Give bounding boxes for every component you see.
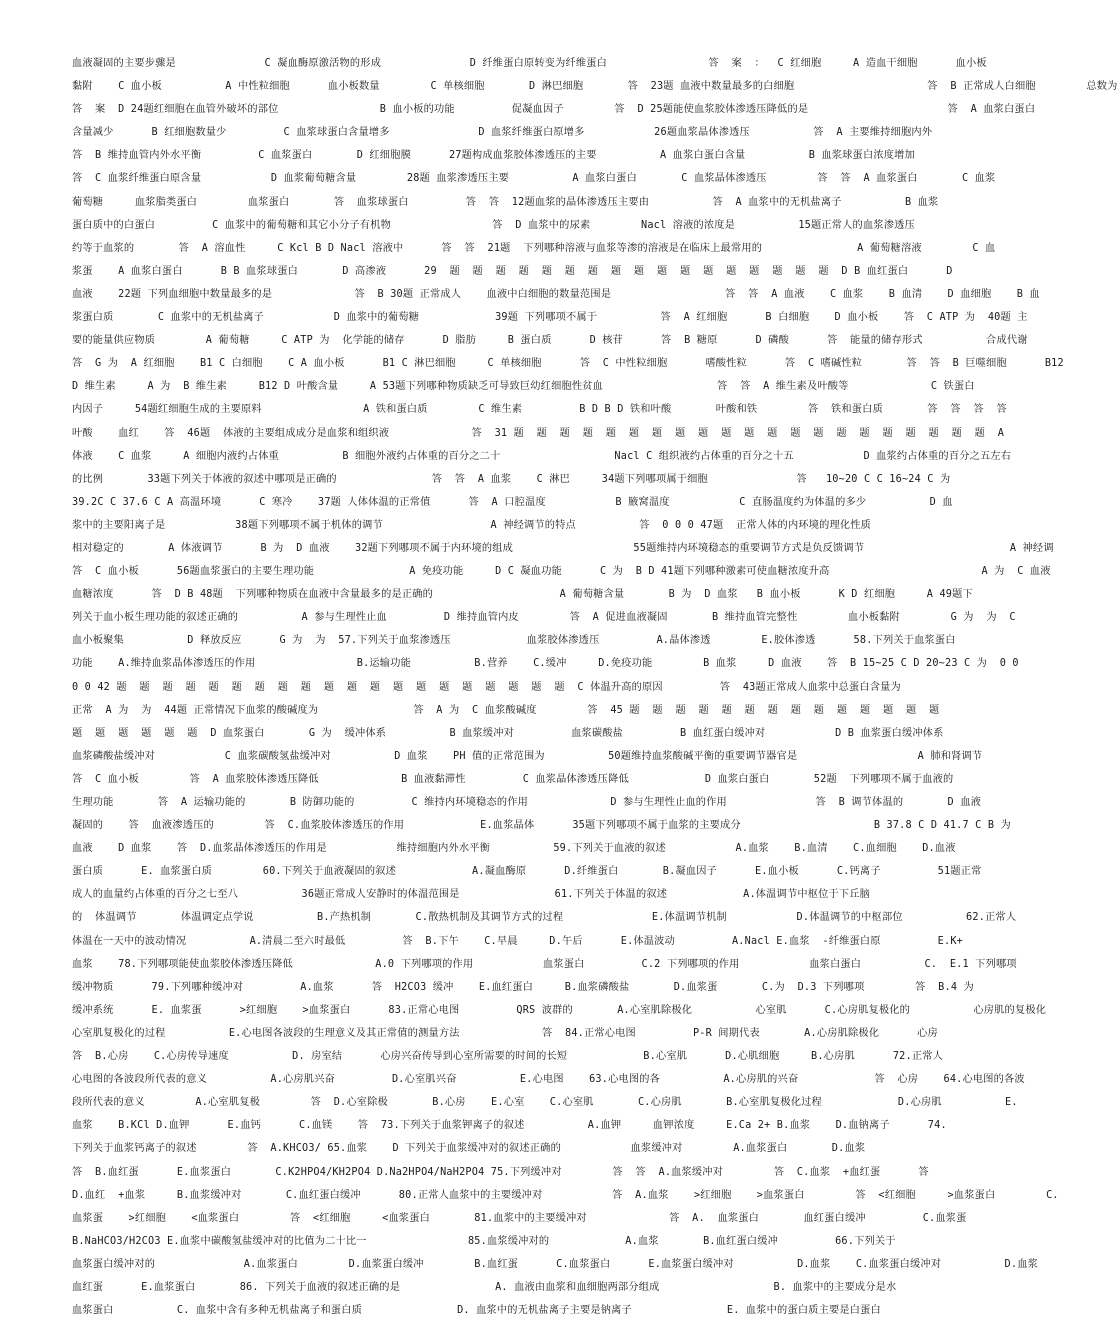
text-line: 要的能量供应物质 A 葡萄糖 C ATP 为 化学能的储存 D 脂肪 B 蛋白质 D 核苷 答 B 糖原 D 磷酸 答 能量的储存形式 合成代谢 [72, 335, 1028, 347]
text-line: 血糖浓度 答 D B 48题 下列哪种物质在血液中含量最多的是正确的 A 葡萄糖含量 B 为 D 血浆 B 血小板 K D 红细胞 A 49题下 [72, 589, 973, 601]
text-line: 答 B 维持血管内外水平衡 C 血浆蛋白 D 红细胞膜 27题构成血浆胶体渗透压的主要 A 血浆白蛋白含量 B 血浆球蛋白浓度增加 [72, 150, 915, 162]
document-page [72, 52, 1118, 1322]
text-line: 血小板聚集 D 释放反应 G 为 为 57.下列关于血浆渗透压 血浆胶体渗透压 A.晶体渗透 E.胶体渗透 58.下列关于血浆蛋白 [72, 635, 956, 647]
text-line: 含量减少 B 红细胞数量少 C 血浆球蛋白含量增多 D 血浆纤维蛋白原增多 26题血浆晶体渗透压 答 A 主要维持细胞内外 [72, 127, 933, 139]
text-line: 功能 A.维持血浆晶体渗透压的作用 B.运输功能 B.营养 C.缓冲 D.免疫功能 B 血浆 D 血液 答 B 15~25 C D 20~23 C 为 0 0 [72, 658, 1019, 670]
text-line: 答 B.心房 C.心房传导速度 D. 房室结 心房兴奋传导到心室所需要的时间的长短 B.心室肌 D.心肌细胞 B.心房肌 72.正常人 [72, 1051, 943, 1063]
text-line: 葡萄糖 血浆脂类蛋白 血浆蛋白 答 血浆球蛋白 答 答 12题血浆的晶体渗透压主要由 答 A 血浆中的无机盐离子 B 血浆 [72, 196, 939, 208]
text-line: 蛋白质中的白蛋白 C 血浆中的葡萄糖和其它小分子有机物 答 D 血浆中的尿素 Nacl 溶液的浓度是 15题正常人的血浆渗透压 [72, 219, 915, 231]
text-line: 答 B.血红蛋 E.血浆蛋白 C.K2HPO4/KH2PO4 D.Na2HPO4/NaH2PO4 75.下列缓冲对 答 答 A.血浆缓冲对 答 C.血浆 +血红蛋 答 [72, 1166, 929, 1178]
text-line: D.血红 +血浆 B.血浆缓冲对 C.血红蛋白缓冲 80.正常人血浆中的主要缓冲对 答 A.血浆 >红细胞 >血浆蛋白 答 <红细胞 >血浆蛋白 C. [72, 1189, 1059, 1201]
text-line: 蛋白质 E. 血浆蛋白质 60.下列关于血液凝固的叙述 A.凝血酶原 D.纤维蛋白 B.凝血因子 E.血小板 C.钙离子 51题正常 [72, 866, 982, 878]
text-line: 答 C 血小板 56题血浆蛋白的主要生理功能 A 免疫功能 D C 凝血功能 C 为 B D 41题下列哪种激素可使血糖浓度升高 A 为 C 血液 [72, 566, 1051, 578]
text-line: 黏附 C 血小板 A 中性粒细胞 血小板数量 C 单核细胞 D 淋巴细胞 答 23题 血液中数量最多的白细胞 答 B 正常成人白细胞 总数为 [72, 81, 1118, 93]
text-line: 列关于血小板生理功能的叙述正确的 A 参与生理性止血 D 维持血管内皮 答 A 促进血液凝固 B 维持血管完整性 血小板黏附 G 为 为 C [72, 612, 1016, 624]
text-line: 下列关于血浆钙离子的叙述 答 A.KHCO3/ 65.血浆 D 下列关于血浆缓冲对的叙述正确的 血浆缓冲对 A.血浆蛋白 D.血浆 [72, 1143, 866, 1155]
text-line: 血液 22题 下列血细胞中数量最多的是 答 B 30题 正常成人 血液中白细胞的数量范围是 答 答 A 血液 C 血浆 B 血清 D 血细胞 B 血 [72, 288, 1040, 300]
text-line: 浆蛋 A 血浆白蛋白 B B 血浆球蛋白 D 高渗液 29 题 题 题 题 题 题 题 题 题 题 题 题 题 题 题 题 题 D B 血红蛋白 D [72, 265, 953, 277]
text-line: 正常 A 为 为 44题 正常情况下血浆的酸碱度为 答 A 为 C 血浆酸碱度 答 45 题 题 题 题 题 题 题 题 题 题 题 题 题 题 [72, 704, 940, 716]
text-line: 凝固的 答 血液渗透压的 答 C.血浆胶体渗透压的作用 E.血浆晶体 35题下列哪项不属于血浆的主要成分 B 37.8 C D 41.7 C B 为 [72, 820, 1011, 832]
text-line: 答 G 为 A 红细胞 B1 C 白细胞 C A 血小板 B1 C 淋巴细胞 C 单核细胞 答 C 中性粒细胞 嗜酸性粒 答 C 嗜碱性粒 答 答 B 巨噬细胞 B12 [72, 358, 1064, 370]
text-line: 血浆蛋白 C. 血浆中含有多种无机盐离子和蛋白质 D. 血浆中的无机盐离子主要是钠离子 E. 血浆中的蛋白质主要是白蛋白 [72, 1305, 881, 1317]
text-line: 叶酸 血红 答 46题 体液的主要组成成分是血浆和组织液 答 31 题 题 题 题 题 题 题 题 题 题 题 题 题 题 题 题 题 题 题 题 题 A [72, 427, 1005, 439]
text-line: 生理功能 答 A 运输功能的 B 防御功能的 C 维持内环境稳态的作用 D 参与生理性止血的作用 答 B 调节体温的 D 血液 [72, 797, 981, 808]
text-line: 血浆 B.KCl D.血钾 E.血钙 C.血镁 答 73.下列关于血浆钾离子的叙述 A.血钾 血钾浓度 E.Ca 2+ B.血浆 D.血钠离子 74. [72, 1120, 947, 1132]
text-line: 成人的血量约占体重的百分之七至八 36题正常成人安静时的体温范围是 61.下列关于体温的叙述 A.体温调节中枢位于下丘脑 [72, 889, 871, 901]
text-line: 浆蛋白质 C 血浆中的无机盐离子 D 血浆中的葡萄糖 39题 下列哪项不属于 答 A 红细胞 B 白细胞 D 血小板 答 C ATP 为 40题 主 [72, 312, 1028, 324]
text-line: 血红蛋 E.血浆蛋白 86. 下列关于血液的叙述正确的是 A. 血液由血浆和血细胞两部分组成 B. 血浆中的主要成分是水 [72, 1281, 897, 1293]
text-line: 血液 D 血浆 答 D.血浆晶体渗透压的作用是 维持细胞内外水平衡 59.下列关于血液的叙述 A.血浆 B.血清 C.血细胞 D.血液 [72, 843, 956, 855]
text-line: 心电图的各波段所代表的意义 A.心房肌兴奋 D.心室肌兴奋 E.心电图 63.心电图的各 A.心房肌的兴奋 答 心房 64.心电图的各波 [72, 1074, 1025, 1086]
text-line: 的比例 33题下列关于体液的叙述中哪项是正确的 答 答 A 血浆 C 淋巴 34题下列哪项属于细胞 答 10~20 C C 16~24 C 为 [72, 473, 951, 485]
text-line: 0 0 42 题 题 题 题 题 题 题 题 题 题 题 题 题 题 题 题 题 题 题 题 C 体温升高的原因 答 43题正常成人血浆中总蛋白含量为 [72, 681, 901, 693]
text-line: 血浆 78.下列哪项能使血浆胶体渗透压降低 A.0 下列哪项的作用 血浆蛋白 C.2 下列哪项的作用 血浆白蛋白 C. E.1 下列哪项 [72, 958, 1017, 970]
text-line: 血液凝固的主要步骤是 C 凝血酶原激活物的形成 D 纤维蛋白原转变为纤维蛋白 答 案 ： C 红细胞 A 造血干细胞 血小板 [72, 58, 987, 69]
text-line: 答 案 D 24题红细胞在血管外破坏的部位 B 血小板的功能 促凝血因子 答 D 25题能使血浆胶体渗透压降低的是 答 A 血浆白蛋白 [72, 104, 1036, 116]
text-line: 答 C 血浆纤维蛋白原含量 D 血浆葡萄糖含量 28题 血浆渗透压主要 A 血浆白蛋白 C 血浆晶体渗透压 答 答 A 血浆蛋白 C 血浆 [72, 173, 996, 185]
text-line: 题 题 题 题 题 题 D 血浆蛋白 G 为 缓冲体系 B 血浆缓冲对 血浆碳酸盐 B 血红蛋白缓冲对 D B 血浆蛋白缓冲体系 [72, 727, 944, 739]
text-line: 体温在一天中的波动情况 A.清晨二至六时最低 答 B.下午 C.早晨 D.午后 E.体温波动 A.Nacl E.血浆 -纤维蛋白原 E.K+ [72, 935, 964, 947]
text-line: 内因子 54题红细胞生成的主要原料 A 铁和蛋白质 C 维生素 B D B D 铁和叶酸 叶酸和铁 答 铁和蛋白质 答 答 答 答 [72, 404, 1007, 416]
text-line: 心室肌复极化的过程 E.心电图各波段的生理意义及其正常值的测量方法 答 84.正常心电图 P-R 间期代表 A.心房肌除极化 心房 [72, 1027, 938, 1039]
text-line: 血浆磷酸盐缓冲对 C 血浆碳酸氢盐缓冲对 D 血浆 PH 值的正常范围为 50题维持血浆酸碱平衡的重要调节器官是 A 肺和肾调节 [72, 750, 983, 762]
text-line: 血浆蛋 >红细胞 <血浆蛋白 答 <红细胞 <血浆蛋白 81.血浆中的主要缓冲对 答 A. 血浆蛋白 血红蛋白缓冲 C.血浆蛋 [72, 1212, 967, 1224]
text-line: B.NaHCO3/H2CO3 E.血浆中碳酸氢盐缓冲对的比值为二十比一 85.血浆缓冲对的 A.血浆 B.血红蛋白缓冲 66.下列关于 [72, 1235, 896, 1247]
text-line: 答 C 血小板 答 A 血浆胶体渗透压降低 B 血液黏滞性 C 血浆晶体渗透压降低 D 血浆白蛋白 52题 下列哪项不属于血液的 [72, 773, 954, 785]
text-line: 体液 C 血浆 A 细胞内液约占体重 B 细胞外液约占体重的百分之二十 Nacl C 组织液约占体重的百分之十五 D 血浆约占体重的百分之五左右 [72, 450, 1012, 462]
text-line: 段所代表的意义 A.心室肌复极 答 D.心室除极 B.心房 E.心室 C.心室肌 C.心房肌 B.心室肌复极化过程 D.心房肌 E. [72, 1097, 1018, 1109]
text-line: 约等于血浆的 答 A 溶血性 C Kcl B D Nacl 溶液中 答 答 21题 下列哪种溶液与血浆等渗的溶液是在临床上最常用的 A 葡萄糖溶液 C 血 [72, 242, 996, 254]
text-line: 缓冲物质 79.下列哪种缓冲对 A.血浆 答 H2CO3 缓冲 E.血红蛋白 B.血浆磷酸盐 D.血浆蛋 C.为 D.3 下列哪项 答 B.4 为 [72, 981, 974, 993]
text-line: 血浆蛋白缓冲对的 A.血浆蛋白 D.血浆蛋白缓冲 B.血红蛋 C.血浆蛋白 E.血浆蛋白缓冲对 D.血浆 C.血浆蛋白缓冲对 D.血浆 [72, 1258, 1038, 1270]
text-line: 的 体温调节 体温调定点学说 B.产热机制 C.散热机制及其调节方式的过程 E.体温调节机制 D.体温调节的中枢部位 62.正常人 [72, 912, 1017, 924]
text-line: 浆中的主要阳离子是 38题下列哪项不属于机体的调节 A 神经调节的特点 答 0 0 0 47题 正常人体的内环境的理化性质 [72, 519, 872, 531]
text-line: 相对稳定的 A 体液调节 B 为 D 血液 32题下列哪项不属于内环境的组成 55题维持内环境稳态的重要调节方式是负反馈调节 A 神经调 [72, 542, 1054, 554]
text-line: D 维生素 A 为 B 维生素 B12 D 叶酸含量 A 53题下列哪种物质缺乏可导致巨幼红细胞性贫血 答 答 A 维生素及叶酸等 C 铁蛋白 [72, 381, 975, 393]
text-line: 缓冲系统 E. 血浆蛋 >红细胞 >血浆蛋白 83.正常心电图 QRS 波群的 A.心室肌除极化 心室肌 C.心房肌复极化的 心房肌的复极化 [72, 1004, 1047, 1016]
text-line: 39.2C C 37.6 C A 高温环境 C 寒冷 37题 人体体温的正常值 答 A 口腔温度 B 腋窝温度 C 直肠温度约为体温的多少 D 血 [72, 496, 953, 508]
